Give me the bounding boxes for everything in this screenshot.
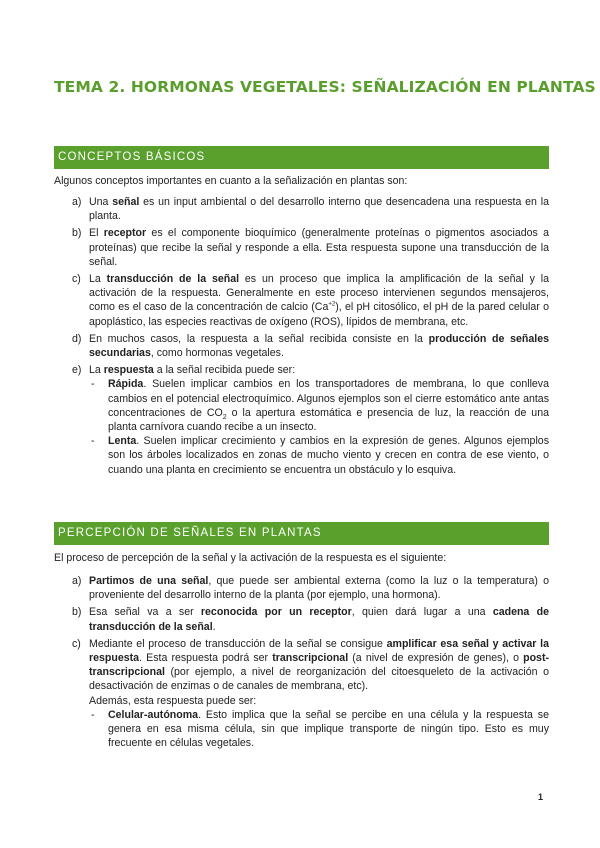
dash-marker: - — [91, 435, 95, 448]
bold-term: receptor — [103, 227, 147, 240]
text: La — [89, 273, 107, 286]
text: . Esto implica que la señal se percibe en una célula y la respuesta se genera en esa misma célula, sin que implique transporte de ningún tipo. Esto es muy frecuente en células vegetales. — [108, 708, 549, 750]
bold-term: Celular-autónoma — [108, 708, 199, 721]
text: a la señal recibida puede ser: — [153, 364, 296, 377]
bold-term: respuesta — [103, 364, 154, 377]
bold-term: Lenta — [108, 435, 137, 448]
text: es un input ambiental o del desarrollo interno que desencadena una respuesta en la planta. — [89, 196, 549, 223]
text: ), el pH citosólico, el pH de la pared celular o apoplástico, las especies reactivas de oxígeno (ROS), lípidos de membrana, etc. — [89, 301, 549, 328]
list-item — [54, 363, 549, 377]
bold-term: reconocida por un receptor — [200, 606, 352, 619]
dash-marker: - — [91, 708, 95, 721]
sub-list-item — [54, 708, 549, 751]
list-marker: d) — [72, 332, 82, 345]
subscript: 2 — [222, 413, 227, 421]
bold-term: transcripcional — [272, 652, 349, 665]
dash-marker: - — [91, 378, 95, 391]
list-marker: a) — [72, 196, 82, 208]
section-heading-conceptos: CONCEPTOS BÁSICOS — [54, 146, 549, 169]
text: Esa señal va a ser — [89, 606, 201, 619]
list-marker: a) — [72, 575, 82, 587]
list-item — [54, 332, 549, 360]
list-item — [54, 272, 549, 329]
text: Una — [89, 196, 113, 208]
text: es el componente bioquímico (generalmente proteínas o pigmentos asociados a proteínas) que recibe la señal y responde a ella. Esta respuesta supone una transducción de la señal. — [89, 227, 549, 268]
text: Además, esta respuesta puede ser: — [89, 694, 257, 707]
text: . — [212, 620, 216, 633]
list-marker: b) — [72, 606, 82, 619]
bold-term: post-transcripcional — [89, 652, 549, 679]
bold-term: Partimos de una señal — [89, 575, 209, 587]
text: , que puede ser ambiental externa (como la luz o la temperatura) o proveniente del desarrollo interno de la planta (por ejemplo, una hormona). — [89, 575, 550, 602]
list-item — [54, 605, 549, 633]
text: . Suelen implicar cambios en los transportadores de membrana, lo que conlleva cambios en el potencial electroquímico. Algunos ejemplos son el cierre estomático ante antas concentraciones de CO — [108, 378, 549, 419]
bold-term: cadena de transducción de la señal — [89, 606, 549, 633]
section1-intro: Algunos conceptos importantes en cuanto a la señalización en plantas son: — [54, 175, 408, 187]
text: (a nivel de expresión de genes), o — [348, 652, 524, 665]
section2-list — [54, 574, 549, 750]
section-heading-percepcion: PERCEPCIÓN DE SEÑALES EN PLANTAS — [54, 522, 549, 545]
text: , como hormonas vegetales. — [150, 347, 284, 360]
bold-term: Rápida — [108, 378, 144, 391]
list-marker: b) — [72, 227, 82, 240]
text: . Esta respuesta podrá ser — [139, 652, 273, 665]
section1-list — [54, 195, 549, 477]
text: La — [89, 364, 104, 377]
superscript: +2 — [328, 301, 336, 308]
text: Mediante el proceso de transducción de la señal se consigue — [89, 637, 387, 650]
list-item — [54, 637, 549, 708]
text: es un proceso que implica la amplificación de la señal y la activación de la respuesta. Generalmente en este proceso intervienen segundos mensajeros, como es el caso de la concentración de calcio (Ca — [89, 273, 550, 314]
list-marker: e) — [72, 364, 82, 377]
sub-list-item — [54, 434, 549, 477]
list-marker: c) — [72, 273, 81, 286]
text: (por ejemplo, a nivel de reorganización del citoesqueleto de la activación o desactivación de enzimas o de canales de membrana, etc). — [89, 666, 549, 693]
list-item — [54, 195, 549, 223]
text: . Suelen implicar crecimiento y cambios en la expresión de genes. Algunos ejemplos son los árboles localizados en zonas de mucho viento y crecen en contra de ese viento, o cuando una planta en crecimiento se encuentra un obstáculo y lo esquiva. — [108, 435, 549, 476]
bold-term: señal — [112, 196, 140, 208]
bold-term: transducción de la señal — [106, 273, 240, 286]
text: En muchos casos, la respuesta a la señal recibida consiste en la — [89, 332, 429, 345]
bold-term: amplificar esa señal y activar la respuesta — [89, 637, 549, 665]
list-item — [54, 226, 549, 269]
text: o la apertura estomática e presencia de luz, la reacción de una planta carnívora cuando recibe a un insecto. — [108, 406, 549, 434]
sub-list-item — [54, 377, 549, 434]
text: , quien dará lugar a una — [351, 606, 493, 619]
list-marker: c) — [72, 637, 81, 650]
page-number: 1 — [538, 792, 544, 802]
text: El — [89, 227, 104, 240]
section2-intro: El proceso de percepción de la señal y la activación de la respuesta es el siguiente: — [54, 552, 447, 564]
list-item — [54, 574, 549, 602]
bold-term: producción de señales secundarias — [89, 332, 549, 360]
page-title: TEMA 2. HORMONAS VEGETALES: SEÑALIZACIÓN EN PLANTAS — [54, 78, 596, 96]
